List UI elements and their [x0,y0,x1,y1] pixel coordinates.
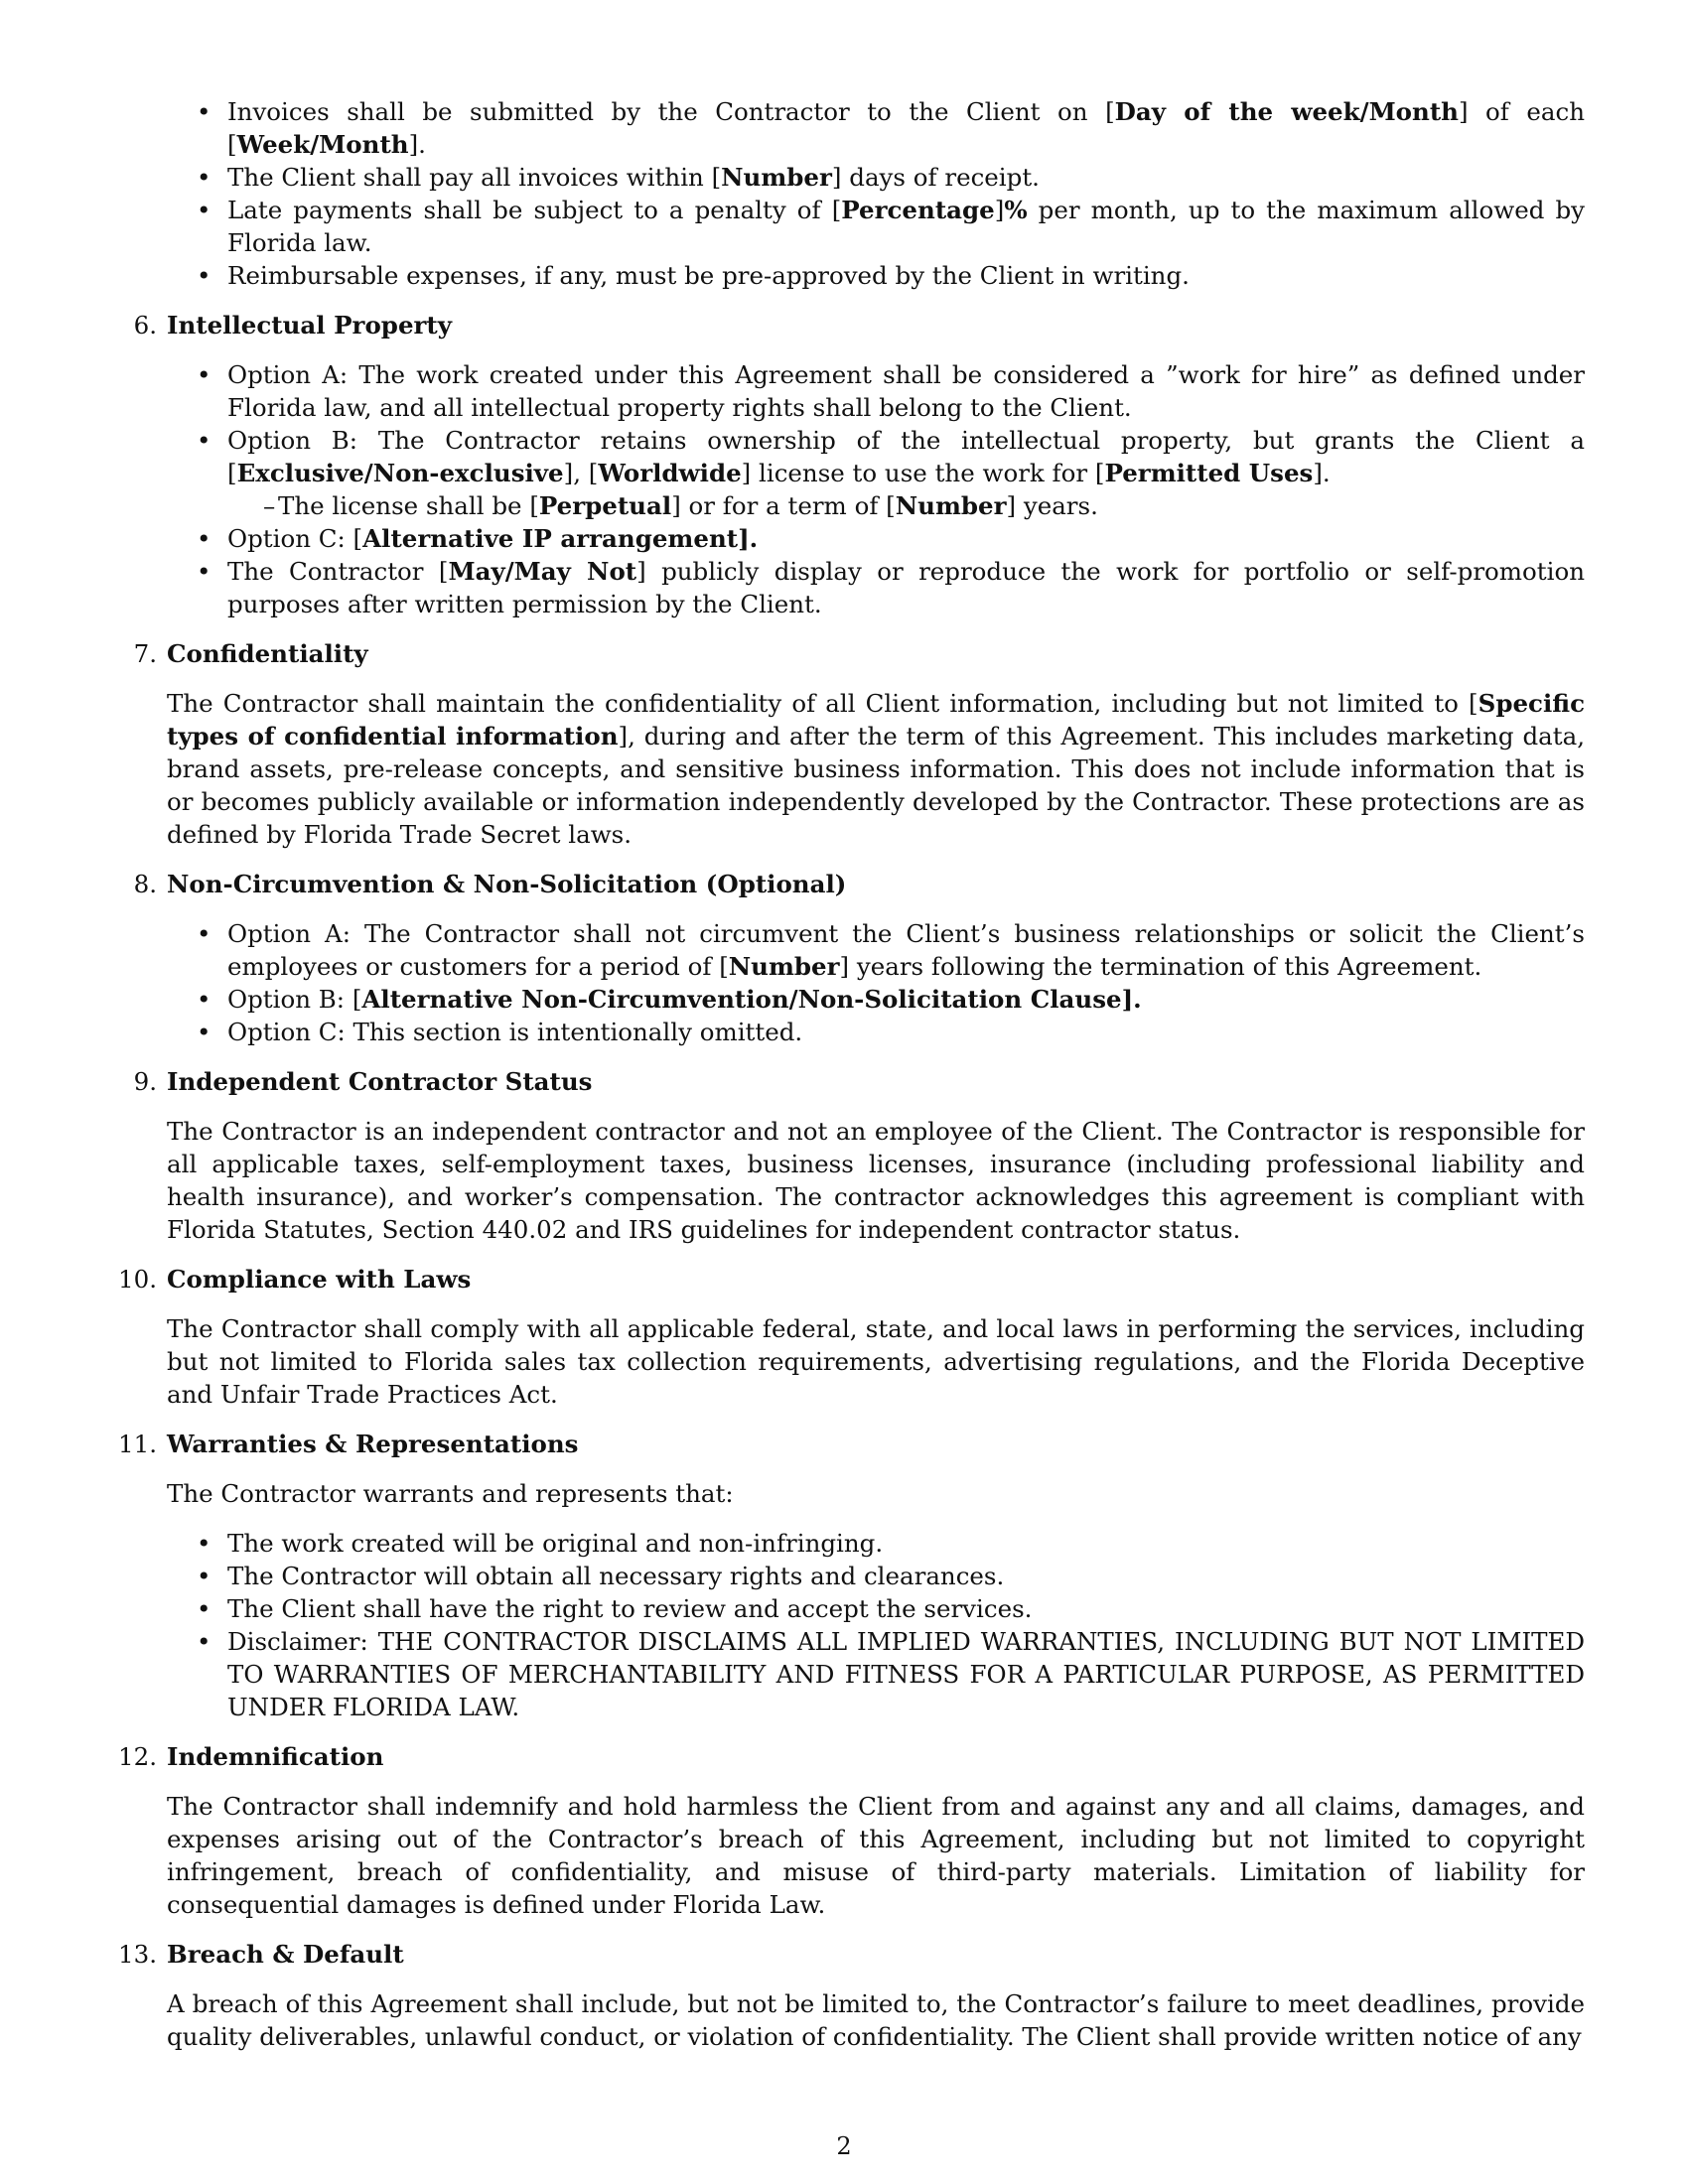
section-heading [133,868,1585,900]
section-6 [133,309,1585,620]
bullet-item: • The Client shall pay all invoices within [Number] days of receipt. [167,161,1585,194]
section-number: 12. [118,1742,157,1771]
bold-placeholder: % [1004,196,1028,224]
section-8 [133,868,1585,1048]
section-12 [118,1740,1585,1921]
section-number: 11. [118,1430,157,1458]
section-title: Independent Contractor Status [167,1067,593,1096]
section-body [167,1312,1585,1411]
bullet-item: • Reimbursable expenses, if any, must be pre-approved by the Client in writing. [167,259,1585,292]
section-body [167,1987,1585,2053]
bold-placeholder: Specific types of confidential information [167,689,1585,751]
section-body [167,358,1585,620]
bold-placeholder: Number [721,163,832,192]
section-number: 8. [133,870,157,898]
section-title: Breach & Default [167,1940,404,1969]
section-13 [118,1938,1585,2053]
section-body [167,917,1585,1048]
section-title: Intellectual Property [167,311,452,340]
document-page [118,95,1585,2053]
section-9 [133,1065,1585,1246]
bullet-item: • Option A: The work created under this Agreement shall be considered a ”work for hire” as defined under Florida law, and all intellectual property rights shall belong to the Client. [167,358,1585,424]
bold-placeholder: Alternative IP arrangement]. [362,524,759,553]
bold-placeholder: Permitted Uses [1104,459,1314,487]
section-number: 7. [133,639,157,668]
section-heading [118,1263,1585,1296]
bullet-item: • The Contractor will obtain all necessary rights and clearances. [167,1560,1585,1592]
section-body [167,1790,1585,1921]
section-paragraph: A breach of this Agreement shall include, but not be limited to, the Contractor’s failure to meet deadlines, provide quality deliverables, unlawful conduct, or violation of confidentiality. The Client shall provide written notice of any [167,1989,1585,2051]
bold-placeholder: May/May Not [448,557,637,586]
bullet-item: • Disclaimer: THE CONTRACTOR DISCLAIMS ALL IMPLIED WARRANTIES, INCLUDING BUT NOT LIMITED TO WARRANTIES OF MERCHANTABILITY AND FITNESS FOR A PARTICULAR PURPOSE, AS PERMITTED UNDER FLORIDA LAW. [167,1625,1585,1723]
section-bullet-list [167,917,1585,1048]
section-10 [118,1263,1585,1411]
section-title: Confidentiality [167,639,368,668]
section-title: Non-Circumvention & Non-Solicitation (Optional) [167,870,847,898]
section-paragraph: The Contractor warrants and represents that: [167,1479,734,1508]
section-bullet-list [167,1527,1585,1723]
section-paragraph: The Contractor shall maintain the confidentiality of all Client information, including but not limited to [Specific types of confidential information], during and after the term of this Agreement. This includes marketing data, brand assets, pre-release concepts, and sensitive business information. This does not include information that is or becomes publicly available or information independently developed by the Contractor. These protections are as defined by Florida Trade Secret laws. [167,689,1585,849]
sub-bullet-item: – The license shall be [Perpetual] or for a term of [Number] years. [167,489,1585,522]
bold-placeholder: Perpetual [538,491,672,520]
section-number: 10. [118,1265,157,1294]
bold-placeholder: Alternative Non-Circumvention/Non-Solicitation Clause]. [361,985,1142,1014]
section-heading [133,1065,1585,1098]
section-heading [118,1938,1585,1971]
bullet-item: • Invoices shall be submitted by the Contractor to the Client on [Day of the week/Month] of each [Week/Month]. [167,95,1585,161]
bullet-item: • The Client shall have the right to review and accept the services. [167,1592,1585,1625]
bold-placeholder: Number [728,952,840,981]
section-title: Warranties & Representations [167,1430,579,1458]
section-number: 6. [133,311,157,340]
bold-placeholder: Worldwide [598,459,742,487]
bullet-item: • Option C: [Alternative IP arrangement]. [167,522,1585,555]
section-paragraph: The Contractor shall indemnify and hold harmless the Client from and against any and all claims, damages, and expenses arising out of the Contractor’s breach of this Agreement, including but not limited to copyright infringement, breach of confidentiality, and misuse of third-party materials. Limitation of liability for consequential damages is defined under Florida Law. [167,1792,1585,1919]
section-heading [133,637,1585,670]
section-body [167,1477,1585,1723]
section-7 [133,637,1585,851]
sections-container [118,309,1585,2053]
bullet-item: • Option B: The Contractor retains ownership of the intellectual property, but grants the Client a [Exclusive/Non-exclusive], [Worldwide] license to use the work for [Permitted Uses]. [167,424,1585,489]
bullet-item: • Option A: The Contractor shall not circumvent the Client’s business relationships or solicit the Client’s employees or customers for a period of [Number] years following the termination of this Agreement. [167,917,1585,983]
section-paragraph: The Contractor is an independent contractor and not an employee of the Client. The Contractor is responsible for all applicable taxes, self-employment taxes, business licenses, insurance (including professional liability and health insurance), and worker’s compensation. The contractor acknowledges this agreement is compliant with Florida Statutes, Section 440.02 and IRS guidelines for independent contractor status. [167,1117,1585,1244]
bullet-item: • Option B: [Alternative Non-Circumvention/Non-Solicitation Clause]. [167,983,1585,1016]
payment-terms-list [167,95,1585,292]
bold-placeholder: Week/Month [236,130,409,159]
bullet-item: • Option C: This section is intentionally omitted. [167,1016,1585,1048]
bold-placeholder: Percentage [841,196,995,224]
section-11 [118,1428,1585,1723]
section-body [167,1115,1585,1246]
bullet-item: • The work created will be original and non-infringing. [167,1527,1585,1560]
bullet-item: • The Contractor [May/May Not] publicly display or reproduce the work for portfolio or self-promotion purposes after written permission by the Client. [167,555,1585,620]
section-number: 13. [118,1940,157,1969]
bullet-item: • Late payments shall be subject to a penalty of [Percentage]% per month, up to the maximum allowed by Florida law. [167,194,1585,259]
section-body [167,687,1585,851]
section-heading [118,1740,1585,1773]
bold-placeholder: Exclusive/Non-exclusive [236,459,564,487]
section-title: Compliance with Laws [167,1265,472,1294]
sub-bullet-list [167,489,1585,522]
section-number: 9. [133,1067,157,1096]
section-bullet-list [167,358,1585,620]
section-heading [118,1428,1585,1460]
bold-placeholder: Day of the week/Month [1114,97,1459,126]
section-heading [133,309,1585,341]
section-paragraph: The Contractor shall comply with all applicable federal, state, and local laws in performing the services, including but not limited to Florida sales tax collection requirements, advertising regulations, and the Florida Deceptive and Unfair Trade Practices Act. [167,1314,1585,1409]
page-number: 2 [836,2132,852,2160]
section-title: Indemnification [167,1742,384,1771]
bold-placeholder: Number [895,491,1007,520]
